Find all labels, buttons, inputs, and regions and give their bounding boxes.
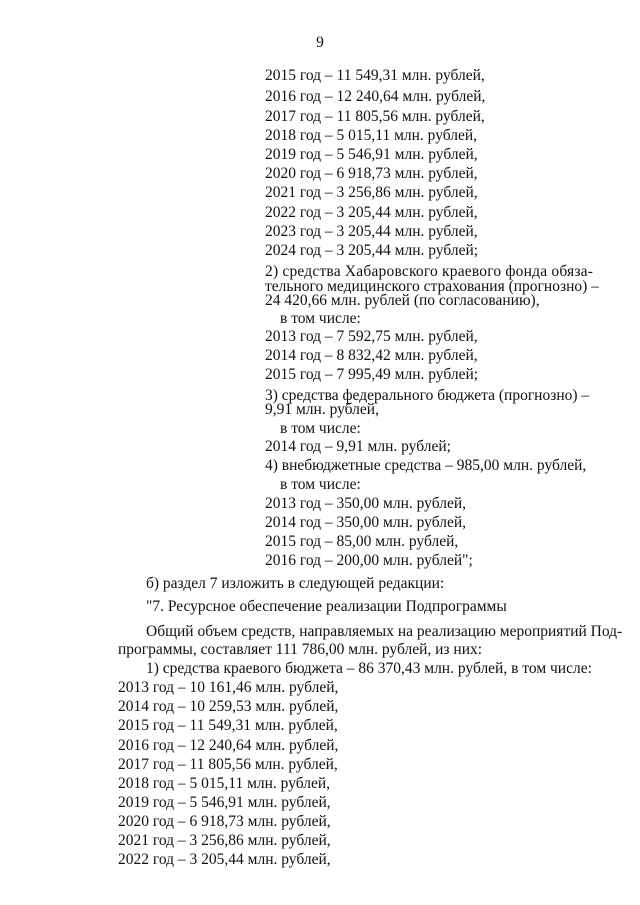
upper-year-line: 2018 год – 5 015,11 млн. рублей, bbox=[265, 127, 478, 144]
federal-paragraph-line-2: 9,91 млн. рублей, bbox=[265, 401, 379, 418]
regional-budget-line: 1) средства краевого бюджета – 86 370,43 млн. рублей, в том числе: bbox=[146, 660, 592, 677]
fund-year-line: 2015 год – 7 995,49 млн. рублей; bbox=[265, 366, 479, 383]
lower-year-line: 2018 год – 5 015,11 млн. рублей, bbox=[118, 775, 331, 792]
in-total-label: в том числе: bbox=[280, 310, 361, 327]
lower-year-line: 2013 год – 10 161,46 млн. рублей, bbox=[118, 679, 339, 696]
fund-paragraph-line-1: 2) средства Хабаровского краевого фонда обяза- bbox=[265, 263, 594, 280]
total-paragraph-line-1: Общий объем средств, направляемых на реализацию мероприятий Под- bbox=[146, 623, 623, 640]
extra-year-line: 2016 год – 200,00 млн. рублей"; bbox=[265, 552, 473, 569]
lower-year-line: 2019 год – 5 546,91 млн. рублей, bbox=[118, 794, 331, 811]
upper-year-line: 2023 год – 3 205,44 млн. рублей, bbox=[265, 223, 478, 240]
federal-year-line: 2014 год – 9,91 млн. рублей; bbox=[265, 438, 451, 455]
total-paragraph-line-2: программы, составляет 111 786,00 млн. рублей, из них: bbox=[118, 641, 483, 658]
lower-year-line: 2016 год – 12 240,64 млн. рублей, bbox=[118, 737, 339, 754]
upper-year-line: 2017 год – 11 805,56 млн. рублей, bbox=[265, 108, 485, 125]
in-total-label: в том числе: bbox=[280, 420, 361, 437]
lower-year-line: 2017 год – 11 805,56 млн. рублей, bbox=[118, 756, 338, 773]
extra-year-line: 2013 год – 350,00 млн. рублей, bbox=[265, 495, 467, 512]
upper-year-line: 2019 год – 5 546,91 млн. рублей, bbox=[265, 146, 478, 163]
section-heading: "7. Ресурсное обеспечение реализации Подпрограммы bbox=[146, 598, 507, 615]
fund-paragraph-line-3: 24 420,66 млн. рублей (по согласованию), bbox=[265, 292, 540, 309]
lower-year-line: 2021 год – 3 256,86 млн. рублей, bbox=[118, 832, 331, 849]
lower-year-line: 2015 год – 11 549,31 млн. рублей, bbox=[118, 717, 338, 734]
upper-year-line: 2015 год – 11 549,31 млн. рублей, bbox=[265, 67, 485, 84]
extra-paragraph-line-1: 4) внебюджетные средства – 985,00 млн. рублей, bbox=[265, 457, 587, 474]
upper-year-line: 2016 год – 12 240,64 млн. рублей, bbox=[265, 88, 486, 105]
lower-year-line: 2014 год – 10 259,53 млн. рублей, bbox=[118, 698, 339, 715]
upper-year-line: 2024 год – 3 205,44 млн. рублей; bbox=[265, 242, 479, 259]
federal-paragraph-line-1: 3) средства федерального бюджета (прогнозно) – bbox=[265, 387, 590, 404]
fund-year-line: 2013 год – 7 592,75 млн. рублей, bbox=[265, 328, 478, 345]
section-b-instruction: б) раздел 7 изложить в следующей редакции: bbox=[146, 575, 445, 592]
in-total-label: в том числе: bbox=[280, 476, 361, 493]
extra-year-line: 2014 год – 350,00 млн. рублей, bbox=[265, 514, 467, 531]
page-number: 9 bbox=[316, 34, 324, 51]
lower-year-line: 2022 год – 3 205,44 млн. рублей, bbox=[118, 851, 331, 868]
upper-year-line: 2020 год – 6 918,73 млн. рублей, bbox=[265, 165, 478, 182]
upper-year-line: 2021 год – 3 256,86 млн. рублей, bbox=[265, 184, 478, 201]
fund-year-line: 2014 год – 8 832,42 млн. рублей, bbox=[265, 347, 478, 364]
lower-year-line: 2020 год – 6 918,73 млн. рублей, bbox=[118, 813, 331, 830]
upper-year-line: 2022 год – 3 205,44 млн. рублей, bbox=[265, 204, 478, 221]
fund-paragraph-line-2: тельного медицинского страхования (прогнозно) – bbox=[265, 278, 599, 295]
extra-year-line: 2015 год – 85,00 млн. рублей, bbox=[265, 533, 459, 550]
